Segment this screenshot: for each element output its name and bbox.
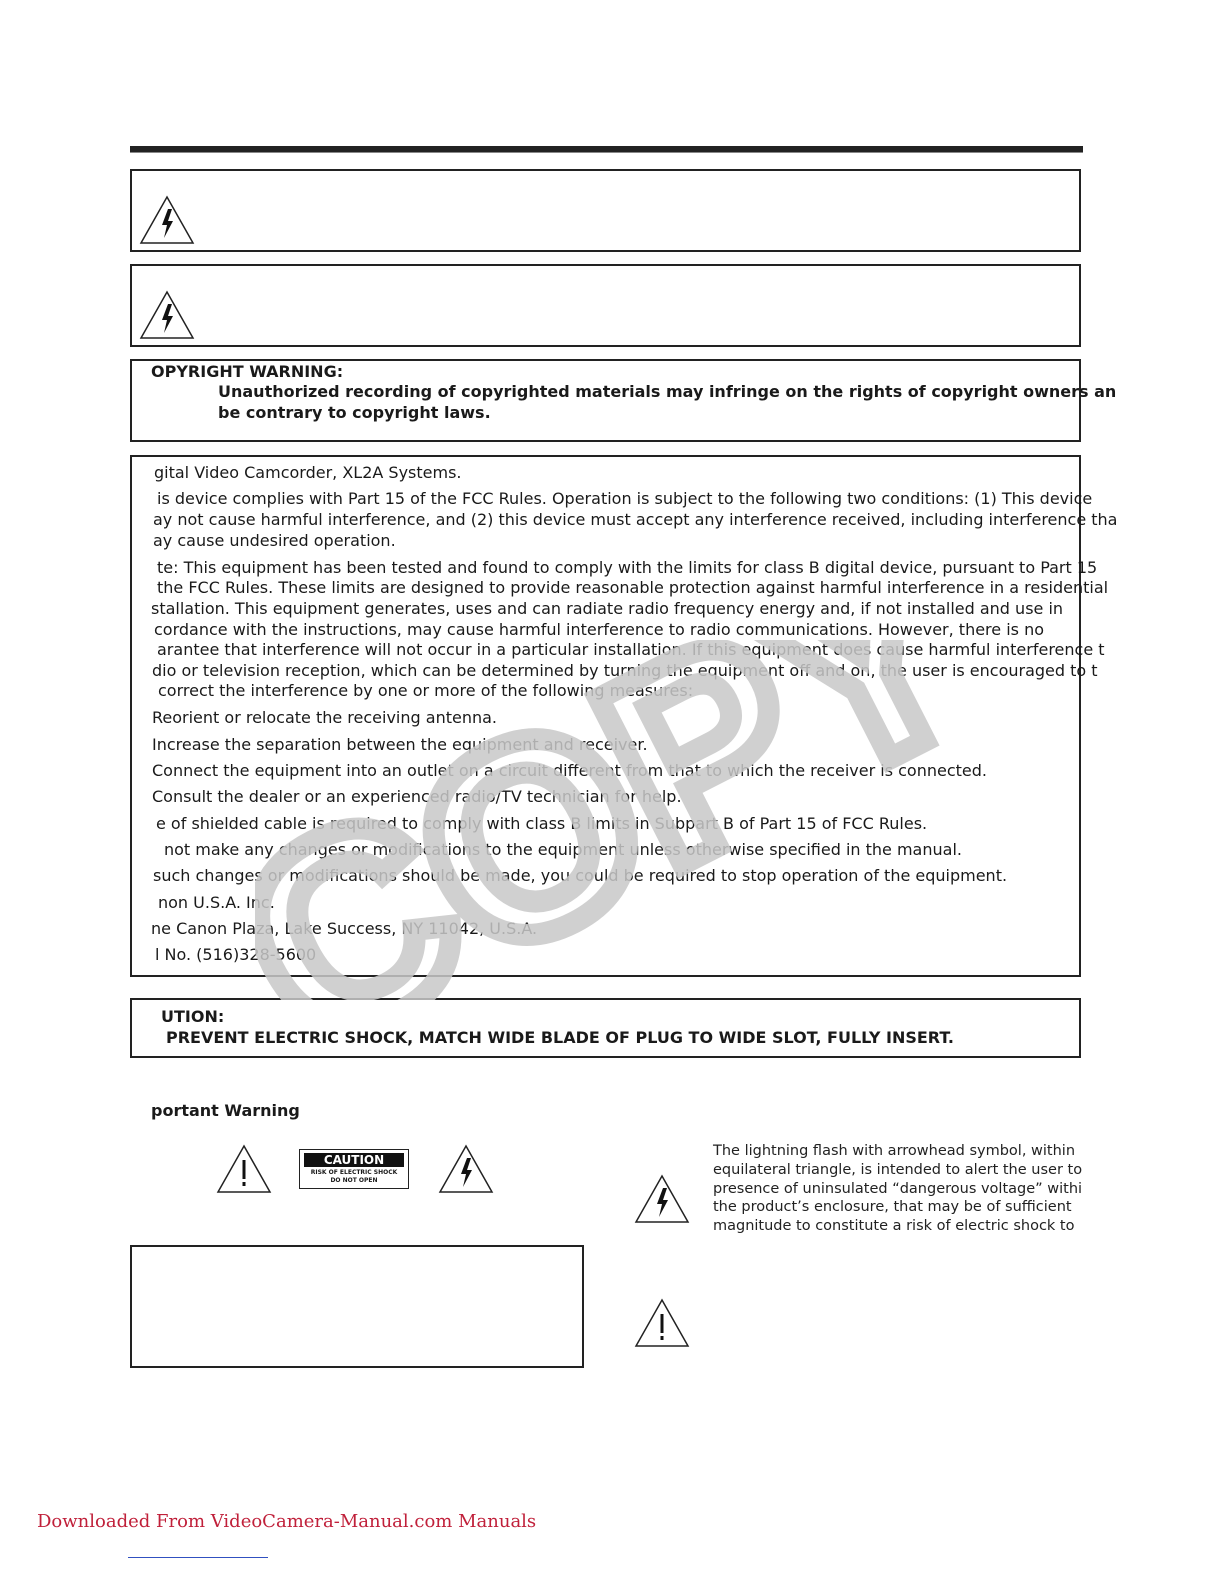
lightning-explanation-line: the product’s enclosure, that may be of sufficient [713,1199,1072,1215]
fcc-line: gital Video Camcorder, XL2A Systems. [154,463,462,482]
exclamation-warning-icon [634,1298,690,1348]
top-rule [130,146,1083,152]
fcc-line: correct the interference by one or more of the following measures: [158,681,694,700]
warning-box-1 [130,169,1081,252]
fcc-line: cordance with the instructions, may cause harmful interference to radio communications. However, there is no [154,620,1045,639]
fcc-line: is device complies with Part 15 of the FCC Rules. Operation is subject to the following two conditions: (1) This device [157,489,1093,508]
fcc-line: stallation. This equipment generates, uses and can radiate radio frequency energy and, if not installed and use in [151,599,1064,618]
copyright-warning-text-1: Unauthorized recording of copyrighted materials may infringe on the rights of copyright owners an [218,382,1117,401]
caution-label [299,1149,409,1189]
fcc-line: such changes or modifications should be made, you could be required to stop operation of the equipment. [153,866,1008,885]
caution-label-line2: DO NOT OPEN [330,1177,378,1184]
caution-label-title: CAUTION [304,1153,404,1167]
important-warning-heading: portant Warning [151,1101,300,1120]
exclamation-warning-icon [216,1144,272,1194]
fcc-line: not make any changes or modifications to the equipment unless otherwise specified in the manual. [164,840,962,859]
watermark-text: COPY [255,640,975,1000]
lightning-explanation-line: equilateral triangle, is intended to alert the user to [713,1162,1083,1178]
fcc-line: Connect the equipment into an outlet on a circuit different from that to which the receiver is connected. [152,761,987,780]
fcc-line: l No. (516)328-5600 [155,945,317,964]
caution-label-line1: RISK OF ELECTRIC SHOCK [310,1169,398,1176]
copyright-warning-title: OPYRIGHT WARNING: [151,362,344,381]
plug-caution-text: PREVENT ELECTRIC SHOCK, MATCH WIDE BLADE OF PLUG TO WIDE SLOT, FULLY INSERT. [166,1028,954,1047]
warning-box-2 [130,264,1081,347]
warning-text-box [130,1245,584,1368]
plug-caution-title: UTION: [161,1007,225,1026]
lightning-explanation-line: presence of uninsulated “dangerous voltage” withi [713,1181,1083,1197]
copyright-warning-text-2: be contrary to copyright laws. [218,403,491,422]
fcc-line: Consult the dealer or an experienced radio/TV technician for help. [152,787,682,806]
lightning-explanation-line: The lightning flash with arrowhead symbol, within [713,1143,1076,1159]
fcc-line: Increase the separation between the equipment and receiver. [152,735,648,754]
lightning-warning-icon [139,195,195,245]
lightning-warning-icon [634,1174,690,1224]
fcc-line: the FCC Rules. These limits are designed to provide reasonable protection against harmful interference in a residential [157,578,1109,597]
fcc-line: arantee that interference will not occur in a particular installation. If this equipment does cause harmful interference t [157,640,1105,659]
fcc-line: non U.S.A. Inc. [158,893,275,912]
lightning-explanation-line: magnitude to constitute a risk of electric shock to [713,1218,1075,1234]
footer-underline [128,1557,268,1558]
fcc-line: ay cause undesired operation. [153,531,396,550]
fcc-line: dio or television reception, which can be determined by turning the equipment off and on, the user is encouraged to t [152,661,1098,680]
fcc-line: e of shielded cable is required to comply with class B limits in Subpart B of Part 15 of FCC Rules. [156,814,928,833]
lightning-warning-icon [139,290,195,340]
download-source-link[interactable]: Downloaded From VideoCamera-Manual.com Manuals [37,1511,537,1532]
lightning-warning-icon [438,1144,494,1194]
fcc-line: Reorient or relocate the receiving antenna. [152,708,497,727]
fcc-line: ne Canon Plaza, Lake Success, NY 11042, U.S.A. [151,919,538,938]
fcc-line: ay not cause harmful interference, and (2) this device must accept any interference received, including interference tha [153,510,1118,529]
fcc-line: te: This equipment has been tested and found to comply with the limits for class B digital device, pursuant to Part 15 [157,558,1098,577]
